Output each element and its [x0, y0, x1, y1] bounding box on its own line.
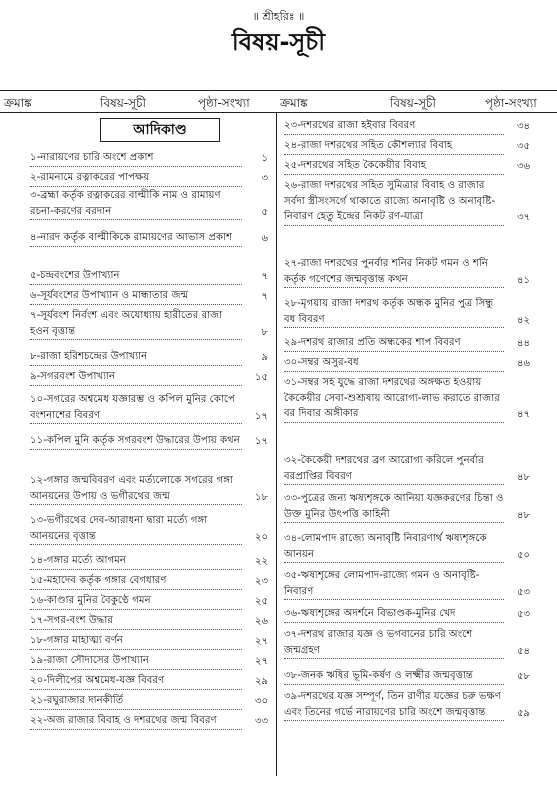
entry-page-number: ৩৫ [517, 141, 530, 152]
left-toc-entry [30, 392, 268, 424]
entry-page-number: ৫৩ [517, 586, 530, 598]
left-toc-entry [30, 230, 268, 247]
entry-page-number: ৮ [261, 326, 268, 338]
entry-text: ২৮-মৃগয়ায় রাজা দশরথ কর্তৃক অন্ধক মুনির পুত্র সিন্ধু বধ বিবরণ [284, 296, 504, 328]
entry-page-number: ৩ [261, 173, 268, 184]
entry-page-number: ৪৪ [517, 338, 530, 349]
entry-page-number: ২৩ [254, 576, 268, 587]
entry-text: ২-রামনামে রত্নাকরের পাপক্ষয় [30, 170, 242, 187]
entry-page-number: ২৯ [255, 676, 268, 687]
entry-text: ৩১-সম্বর সহ যুদ্ধে রাজা দশরথের অঙ্গক্ষত হওয়ায় কৈকেয়ীর সেবা-শুশ্রূষায় আরোগ্য-লাভ করাতে রাজার বর দিবার অঙ্গীকার [284, 375, 504, 423]
entry-text: ৩৩-পুত্রের জন্য ঋষ্যশৃঙ্গকে আনিয়া যজ্ঞকরণের চিন্তা ও উক্ত মুনির উৎপত্তি কাহিনী [284, 491, 504, 523]
right-toc-entry [284, 296, 530, 328]
entry-text: ২৪-রাজা দশরথের সহিত কৌশল্যার বিবাহ [284, 138, 504, 155]
col-page-right: পৃষ্ঠা-সংখ্যা [485, 96, 537, 110]
entry-text: ৩৫-ঋষ্যশৃঙ্গের লোমপাদ-রাজ্যে গমন ও অনাবৃষ্টি-নিবারণ [284, 568, 504, 600]
left-toc-entry [30, 349, 268, 366]
entry-text: ২৩-দশরথের রাজা হইবার বিবরণ [284, 118, 504, 135]
right-toc-entry [284, 689, 530, 721]
left-toc-entry [30, 593, 268, 610]
entry-page-number: ৭ [261, 291, 268, 302]
entry-text: ২৭-রাজা দশরথের পুনর্বার শনির নিকট গমন ও শনি কর্তৃক গণেশের জন্মবৃত্তান্ত কথন [284, 256, 504, 288]
entry-text: ৩৯-দশরথের যজ্ঞ সম্পূর্ণ, তিন রাণীর যজ্ঞের চরু ভক্ষণ এবং তিনের গর্ভে নারায়ণের চারি অংশে জন্মবৃত্তান্ত [284, 689, 504, 721]
entry-page-number: ৭ [261, 271, 268, 282]
entry-text: ৩৮-জনক ঋষির ভূমি-কর্ষণ ও লক্ষ্মীর জন্মবৃত্তান্ত [284, 668, 504, 685]
entry-text: ৩২-কৈকেয়ী দশরথের ব্রণ আরোগ্য করিলে পুনর্বার বরপ্রাপ্তির বিবরণ [284, 453, 504, 485]
header-bottom-rule [0, 112, 557, 113]
entry-text: ২৫-দশরথের সহিত কৈকেয়ীর বিবাহ [284, 158, 504, 175]
right-toc-entry [284, 491, 530, 523]
left-toc-entry [30, 613, 268, 630]
entry-page-number: ৫০ [517, 549, 530, 561]
entry-page-number: ৩৩ [254, 716, 268, 727]
entry-text: ৩০-সম্বর অসুর-বধ [284, 355, 504, 372]
right-toc-entry [284, 138, 530, 155]
left-toc-entry [30, 473, 268, 505]
left-toc-entry [30, 553, 268, 570]
col-subject-left: বিষয়-সূচী [100, 96, 146, 110]
entry-page-number: ২০ [254, 531, 268, 543]
entry-page-number: ৫৪ [517, 645, 530, 657]
entry-text: ৩৪-লোমপাদ রাজ্যে অনাবৃষ্টি নিবারণার্থ ঋষ্যশৃঙ্গকে আনয়ন [284, 531, 504, 563]
entry-text: ১৬-কাণ্ডার মুনির বৈকুণ্ঠে গমন [30, 593, 242, 610]
entry-page-number: ৩০ [254, 696, 268, 707]
entry-page-number: ২৫ [255, 596, 268, 607]
col-subject-right: বিষয়-সূচী [390, 96, 436, 110]
right-toc-entry [284, 568, 530, 600]
entry-page-number: ৫৮ [517, 671, 530, 682]
entry-page-number: ৫ [261, 206, 268, 218]
left-toc-entry [30, 573, 268, 590]
entry-page-number: ৯ [261, 352, 268, 363]
left-toc-entry [30, 653, 268, 670]
left-toc-entry [30, 288, 268, 305]
entry-text: ২২-অজ রাজার বিবাহ ও দশরথের জন্ম বিবরণ [30, 713, 242, 730]
entry-page-number: ৫৯ [517, 707, 530, 719]
entry-page-number: ১ [261, 153, 268, 164]
entry-text: ১৩-ভগীরথের দেব-আরাধনা দ্বারা মর্ত্যে গঙ্গা আনয়নের বৃত্তান্ত [30, 513, 242, 545]
col-serial-right: ক্রমাঙ্ক [280, 96, 308, 110]
entry-text: ১৭-সগর-বংশ উদ্ধার [30, 613, 242, 630]
entry-page-number: ৪১ [517, 274, 530, 286]
entry-text: ৮-রাজা হরিশচন্দ্রের উপাখ্যান [30, 349, 242, 366]
entry-text: ১২-গঙ্গার জন্মবিবরণ এবং মর্ত্যলোকে সগরের গঙ্গা আনয়নের উপায় ও ভগীরথের জন্ম [30, 473, 242, 505]
entry-text: ১৫-মহাদেব কর্তৃক গঙ্গার বেগধারণ [30, 573, 242, 590]
page-title: বিষয়-সূচী [231, 28, 326, 56]
entry-page-number: ৩৬ [516, 161, 530, 172]
right-toc-entry [284, 453, 530, 485]
entry-page-number: ৪৮ [517, 471, 530, 483]
entry-text: ২৬-রাজা দশরথের সহিত সুমিত্রার বিবাহ ও রাজার সর্বদা স্ত্রীসংসর্গে থাকাতে রাজ্যে অনাবৃষ্টি ও অনাবৃষ্টি-নিবারণ হেতু ইন্দ্রের নিকট রণ-যাত্রা [284, 178, 504, 226]
column-divider [276, 113, 277, 776]
entry-text: ৩৭-দশরথ রাজার যজ্ঞ ও ভগবানের চারি অংশে জন্মগ্রহণ [284, 627, 504, 659]
invocation-text: ॥ শ্রীহরিঃ ॥ [252, 10, 305, 23]
left-toc-entry [30, 433, 268, 450]
entry-page-number: ৫৩ [517, 609, 530, 620]
entry-page-number: ১৭ [255, 410, 268, 422]
entry-page-number: ১৭ [255, 436, 268, 447]
left-toc-entry [30, 693, 268, 710]
entry-page-number: ৪২ [517, 314, 530, 326]
right-toc-entry [284, 627, 530, 659]
right-toc-entry [284, 375, 530, 423]
left-toc-entry [30, 633, 268, 650]
right-toc-entry [284, 531, 530, 563]
left-toc-entry [30, 513, 268, 545]
entry-page-number: ২২ [254, 556, 268, 567]
right-toc-entry [284, 256, 530, 288]
column-header [0, 95, 557, 111]
right-toc-entry [284, 335, 530, 352]
entry-page-number: ২৭ [254, 656, 268, 667]
right-toc-entry [284, 118, 530, 135]
entry-text: ২১-রঘুরাজার দানকীর্তি [30, 693, 242, 710]
left-toc-entry [30, 150, 268, 167]
right-toc-entry [284, 178, 530, 226]
entry-text: ৯-সগরবংশ উপাখ্যান [30, 369, 242, 386]
entry-text: ৬-সূর্যবংশের উপাখ্যান ও মান্ধাতার জন্ম [30, 288, 242, 305]
entry-text: ১৯-রাজা সৌদাসের উপাখ্যান [30, 653, 242, 670]
entry-text: ৭-সূর্যবংশ নির্বংশ এবং অযোধ্যায় হারীতের রাজা হওন বৃত্তান্ত [30, 308, 242, 340]
col-page-left: পৃষ্ঠা-সংখ্যা [198, 96, 250, 110]
entry-text: ৩-ব্রহ্মা কর্তৃক রত্নাকরের বাল্মীকি নাম ও রামায়ণ রচনা-করণের বরদান [30, 188, 242, 220]
left-toc-entry [30, 268, 268, 285]
entry-text: ৩৬-ঋষ্যশৃঙ্গের অদর্শনে বিভাণ্ডক-মুনির খেদ [284, 606, 504, 623]
entry-text: ১৮-গঙ্গার মাহাত্ম্য বর্ণন [30, 633, 242, 650]
entry-text: ২০-দিলীপের অশ্বমেধ-যজ্ঞ বিবরণ [30, 673, 242, 690]
entry-page-number: ২৬ [254, 616, 268, 627]
header-top-rule [0, 90, 557, 91]
right-toc-entry [284, 158, 530, 175]
entry-text: ১-নারায়ণের চারি অংশে প্রকাশ [30, 150, 242, 167]
entry-text: ৪-নারদ কর্তৃক বাল্মীকিকে রামায়ণের আভাস প্রকাশ [30, 230, 242, 247]
col-serial-left: ক্রমাঙ্ক [4, 96, 32, 110]
entry-text: ১৪-গঙ্গার মর্ত্যে আগমন [30, 553, 242, 570]
entry-page-number: ২৭ [254, 636, 268, 647]
right-toc-entry [284, 668, 530, 685]
entry-page-number: ১৮ [255, 491, 268, 503]
right-toc-entry [284, 606, 530, 623]
left-toc-entry [30, 369, 268, 386]
section-title: আদিকাণ্ড [100, 118, 220, 142]
right-toc-entry [284, 355, 530, 372]
entry-page-number: ৬ [261, 233, 268, 244]
entry-page-number: ৩৪ [517, 121, 530, 132]
left-toc-entry [30, 188, 268, 220]
entry-text: ১১-কপিল মুনি কর্তৃক সগরবংশ উদ্ধারের উপায় কথন [30, 433, 242, 450]
left-toc-entry [30, 308, 268, 340]
entry-text: ২৯-দশরথ রাজার প্রতি অন্ধকের শাপ বিবরণ [284, 335, 504, 352]
entry-text: ৫-চন্দ্রবংশের উপাখ্যান [30, 268, 242, 285]
left-toc-entry [30, 673, 268, 690]
entry-page-number: ১৫ [255, 372, 268, 383]
entry-page-number: ৪৭ [517, 409, 530, 420]
entry-text: ১০-সগরের অশ্বমেধ যজ্ঞারম্ভ ও কপিল মুনির কোপে বংশনাশের বিবরণ [30, 392, 242, 424]
entry-page-number: ৩৭ [516, 212, 530, 223]
entry-page-number: ৪৬ [517, 358, 530, 369]
left-toc-entry [30, 170, 268, 187]
entry-page-number: ৪৮ [517, 509, 530, 521]
left-toc-entry [30, 713, 268, 730]
